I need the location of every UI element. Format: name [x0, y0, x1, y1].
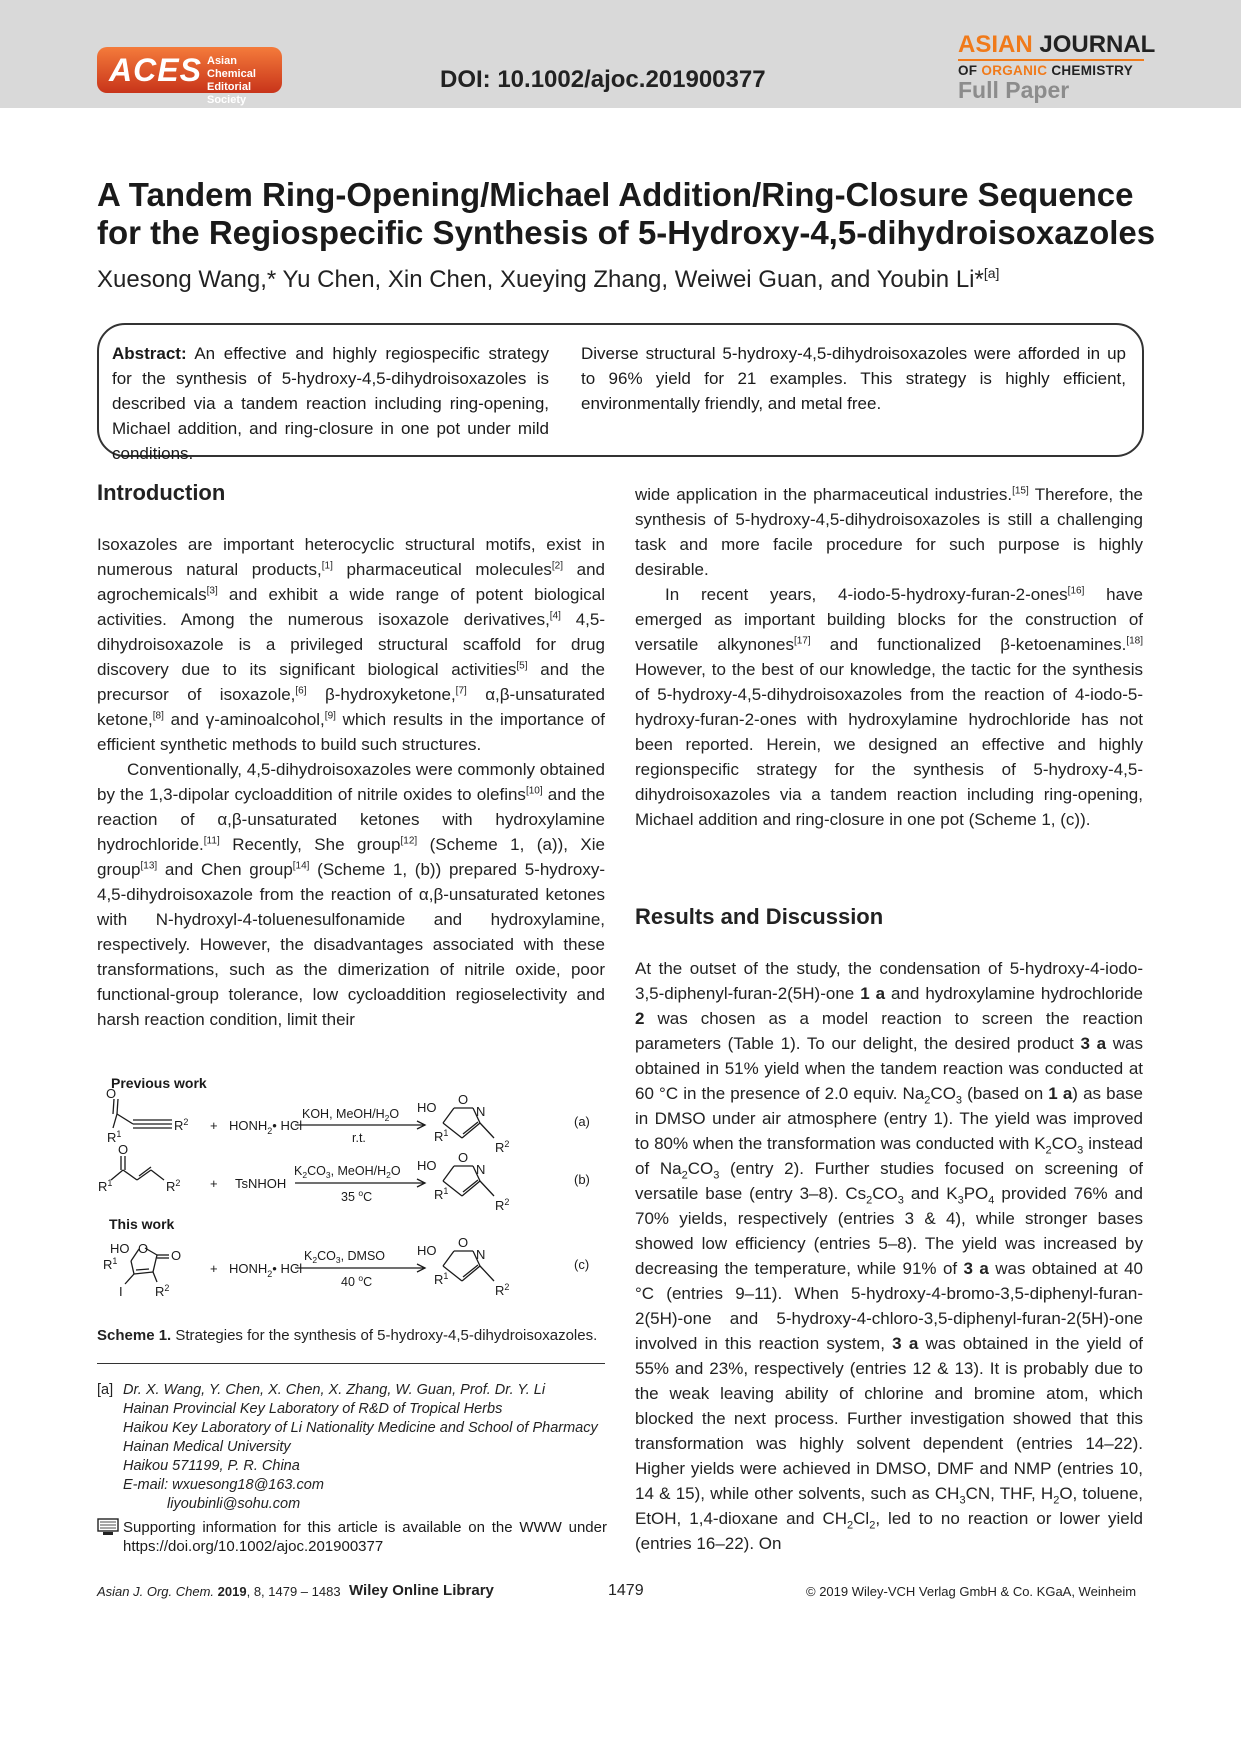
- affiliation-marker: [a]: [983, 265, 1000, 281]
- svg-text:I: I: [119, 1284, 123, 1299]
- intro-paragraph-3: wide application in the pharmaceutical industries.[15] Therefore, the synthesis of 5-hydroxy-4,5-dihydroisoxazoles is still a challenging task and more facile procedure for such purpose is highly desirable.: [635, 485, 1143, 579]
- doi-link[interactable]: DOI: 10.1002/ajoc.201900377: [440, 66, 766, 93]
- article-type: Full Paper: [958, 77, 1070, 103]
- abstract-left: [112, 341, 549, 466]
- scheme-caption-text: Strategies for the synthesis of 5-hydroxy-4,5-dihydroisoxazoles.: [171, 1327, 598, 1344]
- reagent-a: $HONH_2•$ HCl: [229, 1118, 303, 1136]
- svg-text:KOH, MeOH/H2O: KOH, MeOH/$H_2O$: [302, 1107, 400, 1123]
- article-title: [97, 176, 1157, 252]
- wiley-online-library-link[interactable]: Wiley Online Library: [349, 1582, 494, 1599]
- abstract-box: [97, 323, 1144, 463]
- abstract-left-text: An effective and highly regiospecific strategy for the synthesis of 5-hydroxy-4,5-dihydroisoxazoles is described via a tandem reaction including ring-opening, Michael addition, and ring-closure in one pot under mild conditions.: [112, 344, 549, 463]
- svg-text:HO: HO: [417, 1243, 437, 1258]
- reagent-c: $HONH_2•$ HCl: [229, 1261, 303, 1279]
- svg-text:O: O: [106, 1086, 117, 1101]
- svg-text:40 oC: 40 $^o$C: [341, 1273, 373, 1289]
- scheme-caption: [97, 1327, 597, 1344]
- svg-text:+: +: [210, 1176, 218, 1191]
- svg-text:R1: $R^1$: [98, 1178, 113, 1194]
- title-line-2: for the Regiospecific Synthesis of 5-Hydroxy-4,5-dihydroisoxazoles: [97, 214, 1156, 251]
- svg-text:K2CO3, MeOH/H2O: $K_2CO_3$, MeOH/$H_2O$: [294, 1164, 401, 1180]
- reagent-b: TsNHOH: [235, 1176, 287, 1191]
- affiliation-email[interactable]: E-mail: wxuesong18@163.com: [123, 1477, 324, 1493]
- svg-text:R1: $R^1$: [434, 1271, 449, 1287]
- results-heading: Results and Discussion: [635, 904, 884, 929]
- svg-text:HO: HO: [417, 1100, 437, 1115]
- svg-text:O: O: [458, 1150, 469, 1165]
- title-line-1: A Tandem Ring-Opening/Michael Addition/Ring-Closure Sequence: [97, 176, 1134, 213]
- journal-name-journal: JOURNAL: [1032, 31, 1156, 58]
- svg-text:(c): (c): [574, 1257, 590, 1272]
- svg-text:R2: $R^2$: [166, 1178, 181, 1194]
- svg-text:R1: $R^1$: [434, 1128, 449, 1144]
- intro-paragraph-1: Isoxazoles are important heterocyclic structural motifs, exist in numerous natural products,[1] pharmaceutical molecules[2] and agrochemicals[3] and exhibit a wide range of potent biological activities. Among the numerous isoxazole derivatives,[4] 4,5-dihydroisoxazole is a privileged structural scaffold for drug discovery due to its significant biological activities[5] and the precursor of isoxazole,[6] β-hydroxyketone,[7] α,β-unsaturated ketone,[8] and γ-aminoalcohol,[9] which results in the importance of efficient synthetic methods to build such structures. Conventionally, 4,5-dihydroisoxazoles were commonly obtained by the 1,3-dipolar cycloaddition of nitrile oxides to olefins[10] and the reaction of α,β-unsaturated ketones with hydroxylamine hydrochloride.[11] Recently, She group[12] (Scheme 1, (a)), Xie group[13] and Chen group[14] (Scheme 1, (b)) prepared 5-hydroxy-4,5-dihydroisoxazole from the reaction of α,β-unsaturated ketones with N-hydroxyl-4-toluenesulfonamide and hydroxylamine, respectively. However, the disadvantages associated with these transformations, such as the dimerization of nitrile oxide, poor functional-group tolerance, low cycloaddition regioselectivity and harsh reaction condition, limit their: [97, 532, 605, 1032]
- results-paragraph: At the outset of the study, the condensation of 5-hydroxy-4-iodo-3,5-diphenyl-furan-2(5H)-one 1 a and hydroxylamine hydrochloride 2 was chosen as a model reaction to screen the reaction parameters (Table 1). To our delight, the desired product 3 a was obtained in 51% yield when the tandem reaction was conducted at 60 °C in the presence of 2.0 equiv. $Na_2CO_3$ (based on 1 a) as base in DMSO under air atmosphere (entry 1). The yield was improved to 80% when the transformation was conducted with $K_2CO_3$ instead of $Na_2CO_3$ (entry 2). Further studies focused on screening of versatile base (entry 3–8). $Cs_2CO_3$ and $K_3PO_4$ provided 76% and 70% yields, respectively (entries 3 & 4), while stronger bases showed low efficiency (entries 5–8). The yield was increased by decreasing the temperature, while 91% of 3 a was obtained at 40 °C (entries 9–11). When 5-hydroxy-4-bromo-3,5-diphenyl-furan-2(5H)-one and 5-hydroxy-4-chloro-3,5-diphenyl-furan-2(5H)-one involved in this reaction system, 3 a was obtained in the yield of 55% and 23%, respectively (entries 12 & 13). It is probably due to the weak leaving ability of chlorine and bromine atom, which blocked the next process. Further investigation showed that this transformation was highly solvent dependent (entries 14–22). Higher yields were achieved in DMSO, DMF and NMP (entries 10, 14 & 15), while other solvents, such as $CH_3CN$, THF, $H_2O$, toluene, EtOH, 1,4-dioxane and $CH_2Cl_2$, led to no reaction or lower yield (entries 16–22). On: [635, 959, 1144, 1553]
- svg-text:N: N: [476, 1162, 486, 1177]
- journal-name-chemistry: CHEMISTRY: [1047, 63, 1134, 78]
- svg-text:HO: HO: [417, 1158, 437, 1173]
- svg-text:+: +: [210, 1261, 218, 1276]
- svg-text:R2: $R^2$: [174, 1117, 189, 1133]
- svg-text:(a): (a): [574, 1114, 590, 1129]
- svg-text:R1: $R^1$: [103, 1256, 118, 1272]
- scheme-1-figure: [97, 1068, 607, 1333]
- svg-text:R2: $R^2$: [495, 1197, 510, 1213]
- abstract-label: Abstract:: [112, 344, 187, 363]
- author-list: [97, 266, 1157, 294]
- svg-text:O: O: [138, 1241, 149, 1256]
- supporting-info-text[interactable]: Supporting information for this article is available on the WWW under https://doi.org/10.1002/ajoc.201900377: [123, 1519, 607, 1555]
- aces-logo[interactable]: [97, 47, 282, 106]
- journal-name-organic: ORGANIC: [981, 63, 1048, 78]
- svg-text:N: N: [476, 1247, 486, 1262]
- svg-text:O: O: [458, 1235, 469, 1250]
- svg-text:R2: $R^2$: [495, 1139, 510, 1155]
- affiliation-line: Hainan Medical University: [123, 1439, 291, 1455]
- svg-text:K2CO3, DMSO: $K_2CO_3$, DMSO: [304, 1249, 386, 1265]
- svg-text:+: +: [210, 1118, 218, 1133]
- svg-text:35 oC: 35 $^o$C: [341, 1188, 373, 1204]
- journal-name-of: OF: [958, 63, 982, 78]
- authors-text: Xuesong Wang,* Yu Chen, Xin Chen, Xueying Zhang, Weiwei Guan, and Youbin Li*: [97, 266, 984, 293]
- journal-divider: [958, 59, 1144, 61]
- affiliation-line: Haikou 571199, P. R. China: [123, 1458, 300, 1474]
- footer-citation: Asian J. Org. Chem. 2019, 8, 1479 – 1483: [97, 1584, 341, 1599]
- this-work-label: This work: [109, 1216, 175, 1232]
- page-number: 1479: [608, 1582, 644, 1599]
- svg-text:R2: $R^2$: [495, 1282, 510, 1298]
- previous-work-label: Previous work: [111, 1075, 207, 1091]
- computer-icon: [97, 1518, 119, 1536]
- svg-text:R1: $R^1$: [107, 1129, 122, 1145]
- svg-text:HO: HO: [110, 1241, 130, 1256]
- svg-text:O: O: [118, 1142, 129, 1157]
- svg-text:O: O: [171, 1248, 182, 1263]
- affiliation-line: Haikou Key Laboratory of Li Nationality Medicine and School of Pharmacy: [123, 1420, 598, 1436]
- aces-logo-subtext: Asian Chemical Editorial Society: [207, 55, 256, 106]
- svg-text:N: N: [476, 1104, 486, 1119]
- affiliation-email-2[interactable]: liyoubinli@sohu.com: [167, 1496, 301, 1512]
- journal-name-asian: ASIAN: [958, 31, 1033, 58]
- scheme-caption-label: Scheme 1.: [97, 1327, 172, 1344]
- footnote-divider: [97, 1363, 605, 1364]
- affiliation-authors: Dr. X. Wang, Y. Chen, X. Chen, X. Zhang, W. Guan, Prof. Dr. Y. Li: [123, 1382, 546, 1398]
- affiliation-line: Hainan Provincial Key Laboratory of R&D of Tropical Herbs: [123, 1401, 503, 1417]
- aces-logo-text: ACES: [109, 52, 202, 88]
- affiliation-label: [a]: [97, 1382, 114, 1398]
- intro-paragraph-4: In recent years, 4-iodo-5-hydroxy-furan-2-ones[16] have emerged as important building blocks for the construction of versatile alkynones[17] and functionalized β-ketoenamines.[18] However, to the best of our knowledge, the tactic for the synthesis of 5-hydroxy-4,5-dihydroisoxazoles from the reaction of 4-iodo-5-hydroxy-furan-2-ones with hydroxylamine hydrochloride has not been reported. Herein, we designed an effective and highly regionspecific strategy for the synthesis of 5-hydroxy-4,5-dihydroisoxazoles via a tandem reaction including ring-opening, Michael addition and ring-closure in one pot (Scheme 1, (c)).: [635, 585, 1144, 829]
- journal-logo: [958, 31, 1156, 103]
- copyright-notice: © 2019 Wiley-VCH Verlag GmbH & Co. KGaA, Weinheim: [806, 1584, 1137, 1599]
- svg-text:O: O: [458, 1092, 469, 1107]
- svg-text:r.t.: r.t.: [352, 1131, 366, 1145]
- introduction-heading: Introduction: [97, 480, 226, 505]
- intro-right-column: [635, 482, 1143, 832]
- intro-paragraph-2: Conventionally, 4,5-dihydroisoxazoles were commonly obtained by the 1,3-dipolar cycloaddition of nitrile oxides to olefins[10] and the reaction of α,β-unsaturated ketones with hydroxylamine hydrochloride.[11] Recently, She group[12] (Scheme 1, (a)), Xie group[13] and Chen group[14] (Scheme 1, (b)) prepared 5-hydroxy-4,5-dihydroisoxazole from the reaction of α,β-unsaturated ketones with N-hydroxyl-4-toluenesulfonamide and hydroxylamine, respectively. However, the disadvantages associated with these transformations, such as the dimerization of nitrile oxide, poor functional-group tolerance, low cycloaddition regioselectivity and harsh reaction condition, limit their: [97, 760, 606, 1029]
- svg-text:R2: $R^2$: [155, 1283, 170, 1299]
- abstract-right: Diverse structural 5-hydroxy-4,5-dihydroisoxazoles were afforded in up to 96% yield for 21 examples. This strategy is highly efficient, environmentally friendly, and metal free.: [581, 344, 1126, 413]
- svg-text:R1: $R^1$: [434, 1186, 449, 1202]
- svg-text:(b): (b): [574, 1172, 590, 1187]
